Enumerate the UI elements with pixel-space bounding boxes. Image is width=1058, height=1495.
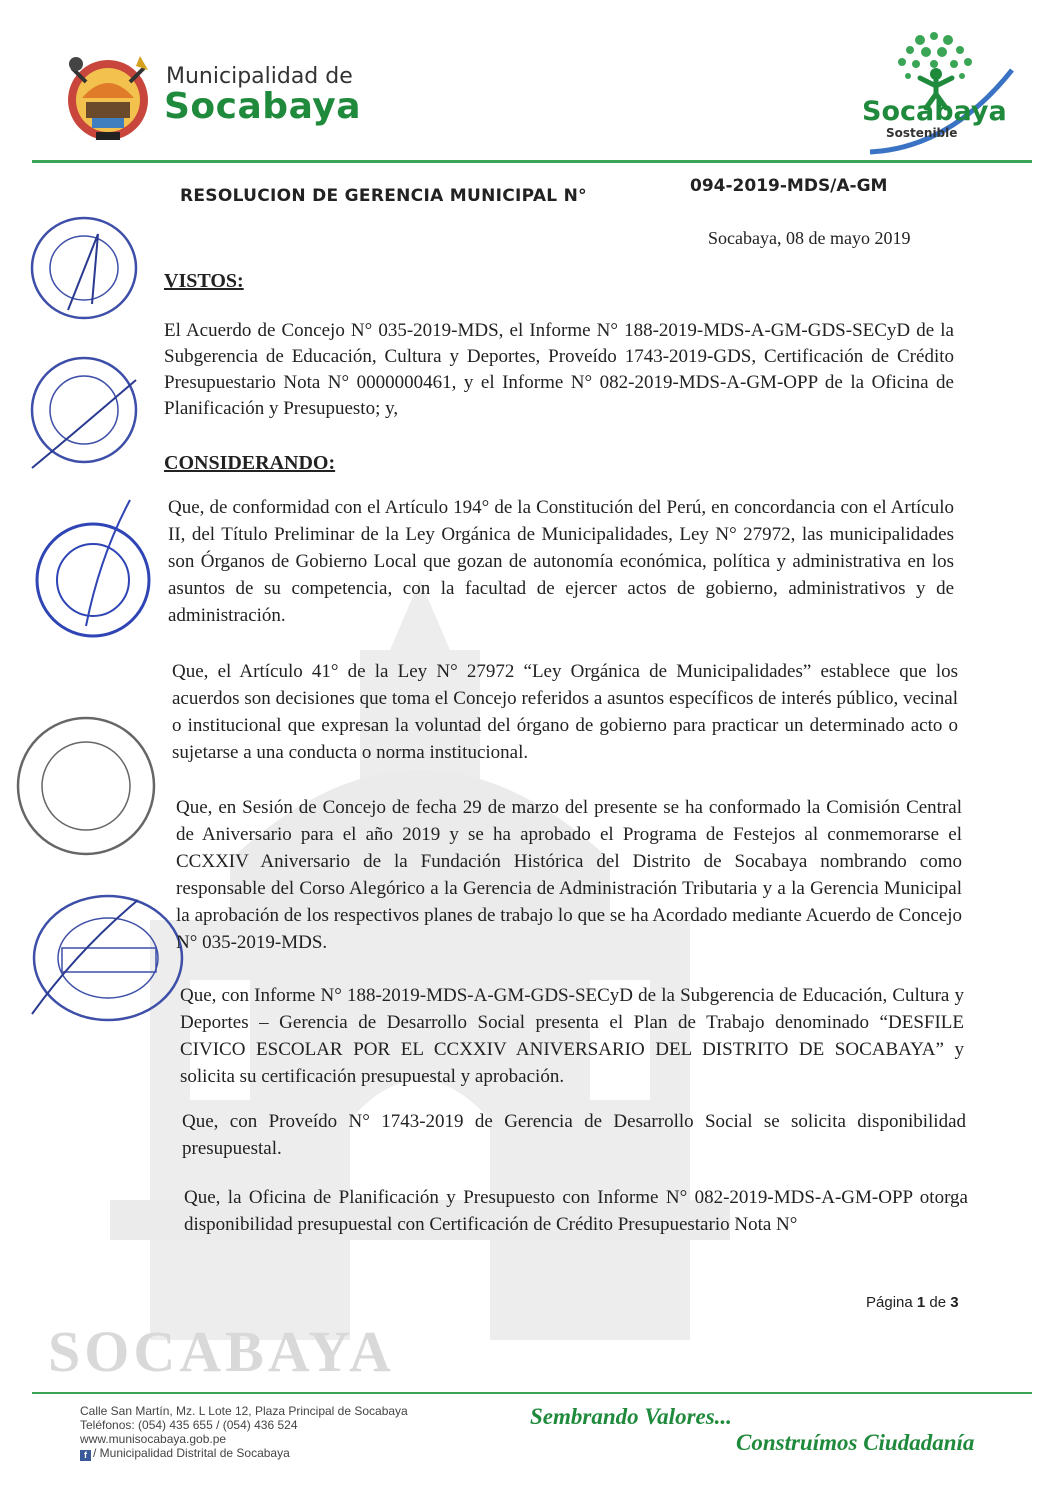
considerando-paragraph-1: Que, de conformidad con el Artículo 194° de la Constitución del Perú, en concordancia con el Artículo II, del Título Preliminar de la Ley Orgánica de Municipalidades, Ley N° 27972, las municipalidades son Órganos de Gobierno Local que gozan de autonomía económica, política y administrativa en los asuntos de su competencia, con la facultad de ejercer actos de gobierno, administrativos y de administración. [168, 497, 954, 626]
watermark-text: SOCABAYA [48, 1319, 395, 1384]
footer-facebook-row [80, 1446, 408, 1461]
slogan-line-2: Construímos Ciudadanía [736, 1430, 975, 1455]
header-divider [32, 160, 1032, 163]
resolution-number: 094-2019-MDS/A-GM [690, 176, 888, 196]
municipality-label: Municipalidad de [166, 64, 353, 89]
page-label: Página [866, 1294, 913, 1311]
vistos-heading: VISTOS: [164, 270, 244, 292]
footer-website: www.munisocabaya.gob.pe [80, 1432, 227, 1446]
seal-stamp-icon [28, 214, 140, 322]
footer-phones: Teléfonos: (054) 435 655 / (054) 436 524 [80, 1418, 298, 1432]
seal-stamp-icon [30, 496, 156, 648]
footer-facebook: / Municipalidad Distrital de Socabaya [93, 1446, 290, 1460]
coat-of-arms-icon [62, 48, 154, 148]
resolution-title: RESOLUCION DE GERENCIA MUNICIPAL N° [180, 186, 587, 206]
sostenible-logo-title: Socabaya [862, 96, 1007, 127]
vistos-paragraph: El Acuerdo de Concejo N° 035-2019-MDS, el Informe N° 188-2019-MDS-A-GM-GDS-SECyD de la Subgerencia de Educación, Cultura y Deportes, Proveído 1743-2019-GDS, Certificación de Crédito Presupuestario Nota N° 0000000461, y el Informe N° 082-2019-MDS-A-GM-OPP de la Oficina de Planificación y Presupuesto; y, [164, 320, 954, 419]
stamp-asesoria-juridica [26, 350, 142, 477]
considerando-paragraph-2: Que, el Artículo 41° de la Ley N° 27972 “Ley Orgánica de Municipalidades” establece que los acuerdos son decisiones que toma el Concejo referidos a asuntos específicos de interés público, vecinal o institucional que expresan la voluntad del órgano de gobierno para practicar un determinado acto o sujetarse a una conducta o norma institucional. [172, 661, 958, 763]
considerando-paragraph-6: Que, la Oficina de Planificación y Presupuesto con Informe N° 082-2019-MDS-A-GM-OPP otorga disponibilidad presupuestal con Certificación de Crédito Presupuestario Nota N° [184, 1187, 968, 1235]
page-number [866, 1294, 959, 1311]
seal-stamp-icon [18, 890, 188, 1026]
stamp-municipalidad [28, 214, 140, 327]
tree-logo-icon [850, 30, 1020, 160]
seal-stamp-icon [8, 712, 164, 860]
stamp-administracion [18, 890, 188, 1031]
facebook-icon: f [80, 1450, 91, 1461]
page-total: 3 [950, 1294, 959, 1311]
document-date: Socabaya, 08 de mayo 2019 [708, 228, 911, 248]
footer-address: Calle San Martín, Mz. L Lote 12, Plaza Principal de Socabaya [80, 1404, 408, 1418]
considerando-paragraph-4: Que, con Informe N° 188-2019-MDS-A-GM-GDS-SECyD de la Subgerencia de Educación, Cultura y Deportes – Gerencia de Desarrollo Social presenta el Plan de Trabajo denominado “DESFILE CIVICO ESCOLAR POR EL CCXXIV ANIVERSARIO DEL DISTRITO DE SOCABAYA” y solicita su certificación presupuestal y aprobación. [180, 985, 964, 1087]
page-of: de [929, 1294, 947, 1311]
page-current: 1 [916, 1294, 926, 1311]
stamp-desarrollo-social [30, 496, 156, 653]
considerando-paragraph-5: Que, con Proveído N° 1743-2019 de Gerencia de Desarrollo Social se solicita disponibilidad presupuestal. [182, 1111, 966, 1159]
sostenible-logo-subtitle: Sostenible [886, 126, 958, 140]
slogan-line-1: Sembrando Valores... [530, 1404, 732, 1429]
footer-contact [80, 1404, 408, 1461]
considerando-paragraph-3: Que, en Sesión de Concejo de fecha 29 de marzo del presente se ha conformado la Comisión Central de Aniversario para el año 2019 y se ha aprobado el Programa de Festejos al conmemorarse el CCXXIV Aniversario de la Fundación Histórica del Distrito de Socabaya nombrando como responsable del Corso Alegórico a la Gerencia de Administración Tributaria y a la Gerencia Municipal la aprobación de los respectivos planes de trabajo lo que se ha Acordado mediante Acuerdo de Concejo N° 035-2019-MDS. [176, 797, 962, 953]
municipality-name: Socabaya [164, 86, 362, 127]
stamp-planificacion [8, 712, 164, 865]
seal-stamp-icon [26, 350, 142, 472]
considerando-heading: CONSIDERANDO: [164, 452, 336, 474]
footer-divider [32, 1392, 1032, 1394]
